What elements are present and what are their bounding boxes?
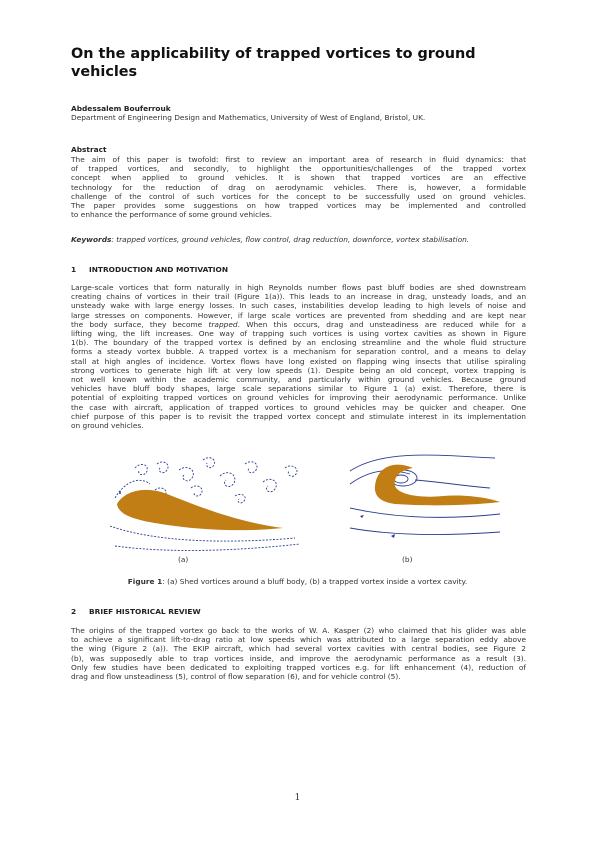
body-line: large stresses on components. However, if large scale vortices are prevented from shedding and are kept near: [71, 310, 526, 320]
figure-caption-label: Figure 1: [127, 577, 163, 586]
streamline: [350, 508, 500, 517]
vortex-swirl: [203, 458, 215, 468]
figure-caption-text: : (a) Shed vortices around a bluff body, (b) a trapped vortex inside a vortex cavity.: [162, 577, 468, 586]
section-number: 2: [71, 607, 77, 616]
vortex-swirl: [263, 479, 276, 491]
paper-title: On the applicability of trapped vortices to ground vehicles: [71, 46, 476, 80]
vortex-swirl: [191, 486, 202, 496]
author-name: Abdessalem Bouferrouk: [71, 104, 171, 113]
body-line: not well known within the academic community, and particularly within ground vehicles. Because ground: [71, 375, 526, 385]
vortex-swirl: [157, 462, 168, 473]
body-line: Only few studies have been dedicated to exploiting trapped vortices e.g. for lift enhancement (4), reduction of: [71, 662, 526, 672]
body-line: the case with aircraft, application of trapped vortices to ground vehicles may be quicker and cheaper. One: [71, 402, 526, 412]
vortex-swirl: [235, 494, 245, 503]
body-line: the wing (Figure 2 (a)). The EKIP aircraft, which had several vortex cavities with central bodies, see Figure 2: [71, 644, 526, 654]
body-line: strong vortices to generate high lift at very low speeds (1). Despite being an old concept, vortex trapping is: [71, 365, 526, 375]
section1-body: [71, 283, 526, 430]
flow-arrow: [391, 534, 395, 538]
abstract-line: of trapped vortices, and secondly, to highlight the opportunities/challenges of the trapped vortex: [71, 164, 526, 174]
abstract-line: The paper provides some suggestions on how trapped vortices may be implemented and controlled: [71, 201, 526, 211]
figure-1a-label: (a): [178, 555, 189, 564]
body-line-start: the body surface, they become: [71, 319, 209, 329]
page-number: 1: [294, 793, 301, 803]
body-line: The origins of the trapped vortex go back to the works of W. A. Kasper (2) who claimed that his glider was able: [71, 626, 526, 635]
airfoil-with-cavity: [375, 465, 500, 506]
author-affiliation: Department of Engineering Design and Mathematics, University of West of England, Bristol, UK.: [71, 113, 426, 122]
body-line: potential of exploiting trapped vortices on ground vehicles for improving their aerodynamic performance. Unlike: [71, 393, 526, 403]
body-italic-word: trapped: [208, 319, 238, 329]
body-line: unsteady wake with large energy losses. In such cases, instabilities develop leading to high levels of noise and: [71, 301, 526, 311]
body-line: to achieve a significant lift-to-drag ratio at low speeds which was attributed to a large separation eddy above: [71, 635, 526, 645]
body-line: drag and flow unsteadiness (5), control of flow separation (6), and for vehicle control (5).: [71, 672, 401, 682]
streamline: [350, 528, 500, 535]
keywords-line: [71, 235, 526, 244]
vortex-swirl: [179, 468, 193, 481]
abstract-line: The aim of this paper is twofold: first to review an important area of research in fluid dynamics: that: [71, 155, 526, 164]
figure-1a-shed-vortices: [110, 458, 300, 551]
body-line: vehicles have bluff body shapes, large scale separations similar to Figure 1 (a) exist. Therefore, there is: [71, 384, 526, 394]
section2-body: [71, 626, 526, 681]
vortex-swirl: [245, 462, 257, 473]
abstract-line: to enhance the performance of some ground vehicles.: [71, 210, 272, 220]
vortex-swirl: [220, 473, 235, 487]
body-line: chief purpose of this paper is to revisit the trapped vortex concept and stimulate interest in its implementation: [71, 411, 526, 421]
body-line: 1(b). The boundary of the trapped vortex is defined by an enclosing streamline and the whole fluid structure: [71, 338, 526, 348]
body-line: creating chains of vortices in their trail (Figure 1(a)). This leads to an increase in drag, unsteady loads, and an: [71, 292, 526, 302]
keywords-text: : trapped vortices, ground vehicles, flow control, drag reduction, downforce, vortex stabilisation.: [111, 235, 470, 244]
abstract-heading: Abstract: [71, 145, 107, 154]
body-line-end: . When this occurs, drag and unsteadiness are reduced while for a: [237, 319, 526, 329]
flow-arrow: [360, 515, 364, 518]
section-heading: [71, 607, 201, 616]
body-line: lifting wing, the lift increases. One way of trapping such vortices is using vortex cavities as shown in Figure: [71, 329, 526, 339]
body-line: stall at high angles of incidence. Vortex flows have long existed on flapping wing insects that utilise spiraling: [71, 356, 526, 366]
body-line: forms a steady vortex bubble. A trapped vortex is a mechanism for separation control, and a means to delay: [71, 347, 526, 357]
figure-1b-trapped-vortex: [350, 455, 500, 538]
body-line: (b), was supposedly able to trap vortices inside, and improve the aerodynamic performance as a result (3).: [71, 653, 526, 663]
body-line: on ground vehicles.: [71, 421, 144, 431]
section-title: INTRODUCTION AND MOTIVATION: [89, 265, 229, 274]
streamline: [350, 455, 495, 471]
section-title: BRIEF HISTORICAL REVIEW: [89, 607, 201, 616]
keywords-label: Keywords: [71, 235, 112, 244]
abstract-line: challenge of the control of such vortices for the concept to be successfully used on ground vehicles.: [71, 191, 526, 201]
section-number: 1: [71, 265, 77, 274]
abstract-body: [71, 155, 526, 219]
vortex-swirl: [285, 466, 297, 476]
body-line: [71, 320, 526, 329]
abstract-line: concept when applied to ground vehicles. It is shown that trapped vortices are an effective: [71, 173, 526, 183]
streamline: [415, 480, 490, 488]
section-heading: [71, 265, 228, 274]
figure-1-caption: [0, 577, 595, 586]
streamline: [115, 544, 300, 550]
bluff-body-shape: [117, 490, 283, 530]
vortex-swirl: [135, 464, 147, 474]
body-line: Large-scale vortices that form naturally in high Reynolds number flows past bluff bodies are shed downstream: [71, 283, 526, 292]
abstract-line: technology for the reduction of drag on aerodynamic vehicles. There is, however, a formidable: [71, 182, 526, 192]
figure-1-illustration: [95, 446, 505, 576]
figure-1b-label: (b): [402, 555, 413, 564]
